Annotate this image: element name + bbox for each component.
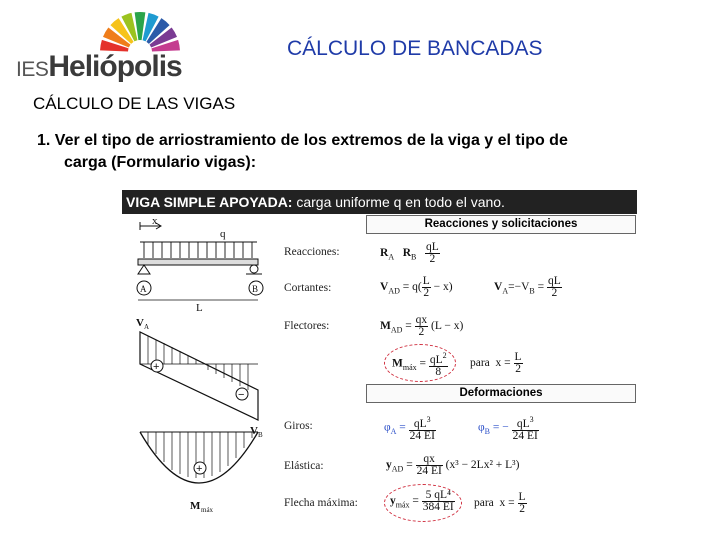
label-mmax: M: [190, 500, 201, 512]
row-label-elastica: Elástica:: [284, 460, 324, 472]
figure-header: [122, 190, 637, 214]
formula-momento-maximo-posicion: para x = $\frac{L}{2}$: [470, 351, 522, 375]
logo-text: [16, 50, 182, 84]
slide-title: CÁLCULO DE BANCADAS: [287, 37, 543, 60]
item-text-line1: Ver el tipo de arriostramiento de los extremos de la viga y el tipo de: [54, 132, 568, 149]
formula-flecha-maxima: $y_{máx}$ = $\frac{\text{5 qL⁴}}{384 EI}$: [390, 489, 454, 513]
formula-elastica: $y_{AD}$ = $\frac{qx}{24 EI}$ (x³ − 2Lx² + L³): [386, 453, 520, 477]
item-number: 1.: [37, 132, 51, 149]
formula-reacciones: $R_A$ $R_B$ $\frac{qL}{2}$: [380, 241, 439, 265]
formula-flecha-posicion: para x = $\frac{L}{2}$: [474, 491, 526, 515]
moment-diagram: [140, 432, 258, 483]
beam-formulary-figure: [122, 190, 637, 525]
logo-prefix: IES: [16, 58, 49, 81]
plus-sign-shear: +: [153, 361, 160, 373]
formula-giro-b: $\varphi_B$ = − $\frac{qL^3}{24 EI}$: [478, 415, 538, 442]
beam: [138, 259, 258, 265]
figure-header-bold: VIGA SIMPLE APOYADA:: [126, 194, 293, 210]
logo-name: Heliópolis: [48, 50, 182, 83]
row-label-flecha: Flecha máxima:: [284, 497, 358, 509]
load-arrows: [144, 242, 252, 258]
ies-heliopolis-logo: [14, 10, 184, 82]
support-b-icon: [250, 265, 258, 273]
shear-diagram: [140, 332, 258, 420]
label-x: x: [152, 215, 158, 227]
row-label-cortantes: Cortantes:: [284, 282, 332, 294]
label-support-a: A: [140, 284, 147, 294]
label-span: L: [196, 302, 203, 314]
label-q: q: [220, 228, 226, 240]
minus-sign-shear: −: [238, 389, 245, 401]
section-heading: CÁLCULO DE LAS VIGAS: [33, 94, 236, 113]
formula-cortantes: $V_{AD} = q$( $\frac{L}{2}$ − x): [380, 275, 453, 299]
label-vb: V: [250, 425, 258, 437]
section-reactions: Reacciones y solicitaciones: [366, 215, 636, 234]
list-item: [37, 130, 677, 174]
figure-header-rest: carga uniforme q en todo el vano.: [296, 194, 505, 210]
item-text-line2: carga (Formulario vigas):: [64, 154, 257, 171]
label-mmax-sub: máx: [201, 506, 214, 514]
label-va-sub: A: [144, 323, 150, 331]
formula-cortantes-extremos: $V_A=-V_B$ = $\frac{qL}{2}$: [494, 275, 561, 299]
formula-momento-maximo: $M_{máx}$ = $\frac{qL^2}{8}$: [392, 351, 447, 378]
row-label-reacciones: Reacciones:: [284, 246, 340, 258]
row-label-giros: Giros:: [284, 420, 313, 432]
label-vb-sub: B: [258, 431, 263, 439]
formula-flectores: $M_{AD}$ = $\frac{qx}{2}$ (L − x): [380, 314, 464, 338]
support-a-icon: [138, 265, 150, 274]
label-va: V: [136, 317, 144, 329]
section-deformations: Deformaciones: [366, 384, 636, 403]
logo-fan-icon: [98, 10, 182, 52]
beam-diagrams: [122, 214, 282, 525]
row-label-flectores: Flectores:: [284, 320, 330, 332]
formula-giro-a: $\varphi_A$ = $\frac{qL^3}{24 EI}$: [384, 415, 435, 442]
plus-sign-moment: +: [196, 463, 203, 475]
label-support-b: B: [252, 284, 259, 294]
